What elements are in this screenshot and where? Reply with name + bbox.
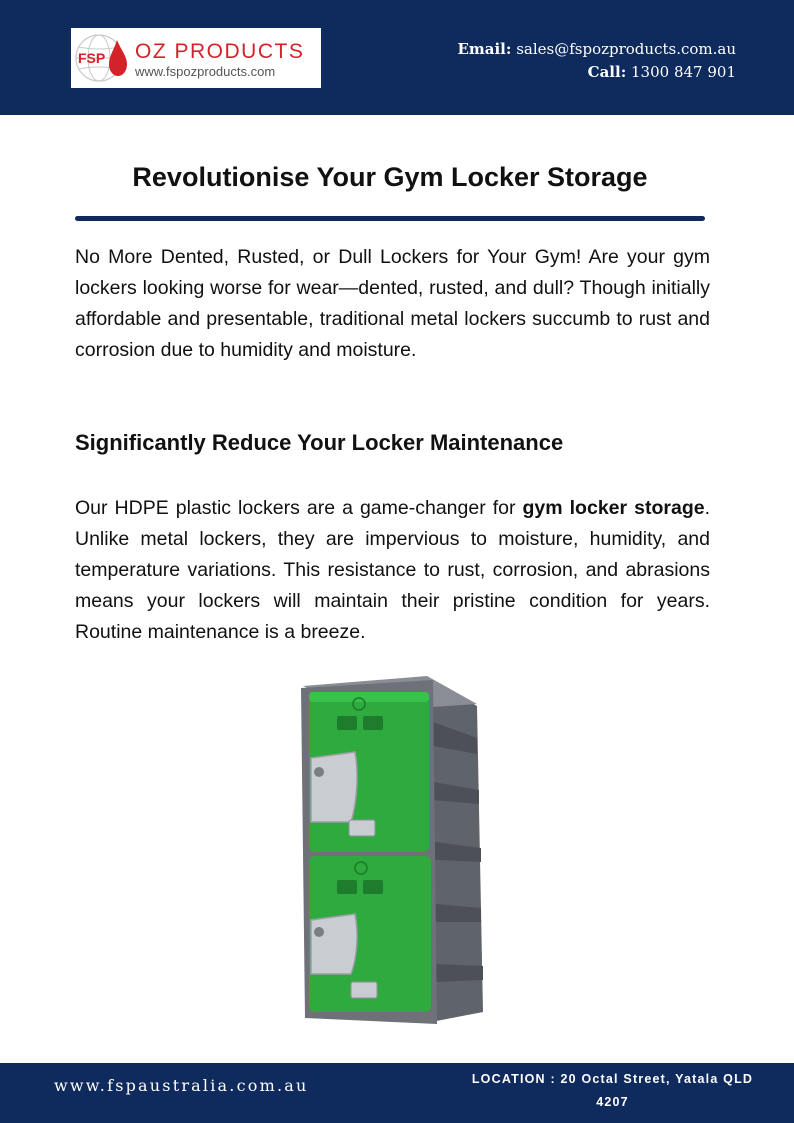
- call-label: Call:: [587, 63, 627, 81]
- footer-website-link[interactable]: www.fspaustralia.com.au: [54, 1076, 309, 1095]
- body-paragraph-start: Our HDPE plastic lockers are a game-changer for: [75, 497, 523, 519]
- header-bar: [0, 0, 794, 115]
- phone-line: [457, 61, 736, 84]
- body-paragraph-end: . Unlike metal lockers, they are impervious to moisture, humidity, and temperature variations. This resistance to rust, corrosion, and abrasions means your lockers will maintain their pristine condition for years. Routine maintenance is a breeze.: [75, 497, 710, 643]
- logo[interactable]: [71, 28, 321, 88]
- logo-mark-text: FSP: [78, 50, 106, 66]
- logo-url: www.fspozproducts.com: [135, 64, 276, 79]
- email-link[interactable]: sales@fspozproducts.com.au: [516, 40, 736, 58]
- section-subheading: Significantly Reduce Your Locker Maintenance: [75, 430, 564, 455]
- title-divider: [75, 216, 705, 221]
- footer-bar: [0, 1063, 794, 1123]
- logo-brand-name: OZ PRODUCTS: [135, 40, 305, 63]
- email-label: Email:: [457, 40, 512, 58]
- intro-paragraph: No More Dented, Rusted, or Dull Lockers for Your Gym! Are your gym lockers looking worse for wear—dented, rusted, and dull? Though initially affordable and presentable, traditional metal lockers succumb to rust and corrosion due to humidity and moisture.: [75, 246, 710, 361]
- footer-location: LOCATION : 20 Octal Street, Yatala QLD 4207: [471, 1072, 754, 1109]
- email-line: [457, 38, 736, 61]
- contact-info: [457, 38, 736, 84]
- locker-product-image: [297, 672, 497, 1028]
- page-title: Revolutionise Your Gym Locker Storage: [132, 162, 648, 192]
- body-paragraph-keyword: gym locker storage: [522, 497, 705, 519]
- phone-link[interactable]: 1300 847 901: [631, 63, 736, 81]
- globe-drop-logo-icon: [73, 30, 131, 86]
- body-paragraph: [75, 493, 710, 648]
